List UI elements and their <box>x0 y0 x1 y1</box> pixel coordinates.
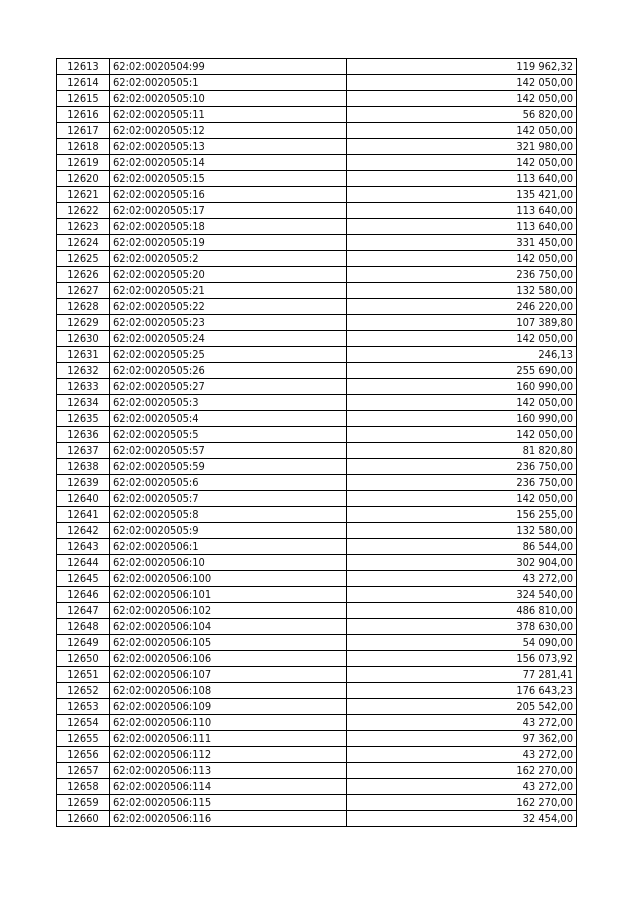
row-number: 12618 <box>57 139 110 155</box>
cadastral-value: 142 050,00 <box>347 491 577 507</box>
cadastral-number: 62:02:0020506:101 <box>110 587 347 603</box>
cadastral-number: 62:02:0020506:106 <box>110 651 347 667</box>
cadastral-value: 113 640,00 <box>347 203 577 219</box>
table-row <box>57 187 577 203</box>
cadastral-number: 62:02:0020505:3 <box>110 395 347 411</box>
table-row <box>57 171 577 187</box>
cadastral-number: 62:02:0020505:1 <box>110 75 347 91</box>
cadastral-value: 43 272,00 <box>347 747 577 763</box>
table-row <box>57 555 577 571</box>
cadastral-number: 62:02:0020506:107 <box>110 667 347 683</box>
row-number: 12617 <box>57 123 110 139</box>
row-number: 12655 <box>57 731 110 747</box>
table-row <box>57 267 577 283</box>
row-number: 12634 <box>57 395 110 411</box>
row-number: 12641 <box>57 507 110 523</box>
row-number: 12623 <box>57 219 110 235</box>
cadastral-number: 62:02:0020505:22 <box>110 299 347 315</box>
row-number: 12633 <box>57 379 110 395</box>
table-row <box>57 491 577 507</box>
cadastral-number: 62:02:0020505:59 <box>110 459 347 475</box>
cadastral-value: 86 544,00 <box>347 539 577 555</box>
cadastral-number: 62:02:0020505:13 <box>110 139 347 155</box>
table-row <box>57 507 577 523</box>
table-row <box>57 363 577 379</box>
table-row <box>57 475 577 491</box>
table-row <box>57 107 577 123</box>
table-row <box>57 699 577 715</box>
row-number: 12640 <box>57 491 110 507</box>
table-row <box>57 251 577 267</box>
cadastral-number: 62:02:0020506:102 <box>110 603 347 619</box>
table-row <box>57 203 577 219</box>
cadastral-value: 321 980,00 <box>347 139 577 155</box>
table-row <box>57 123 577 139</box>
table-row <box>57 139 577 155</box>
row-number: 12657 <box>57 763 110 779</box>
cadastral-number: 62:02:0020505:14 <box>110 155 347 171</box>
table-row <box>57 603 577 619</box>
cadastral-number: 62:02:0020506:114 <box>110 779 347 795</box>
table-row <box>57 315 577 331</box>
table-row <box>57 731 577 747</box>
row-number: 12621 <box>57 187 110 203</box>
row-number: 12638 <box>57 459 110 475</box>
cadastral-number: 62:02:0020505:4 <box>110 411 347 427</box>
cadastral-value: 107 389,80 <box>347 315 577 331</box>
row-number: 12620 <box>57 171 110 187</box>
cadastral-value: 43 272,00 <box>347 715 577 731</box>
row-number: 12639 <box>57 475 110 491</box>
cadastral-number: 62:02:0020506:100 <box>110 571 347 587</box>
cadastral-number: 62:02:0020505:20 <box>110 267 347 283</box>
table-row <box>57 91 577 107</box>
cadastral-number: 62:02:0020505:18 <box>110 219 347 235</box>
row-number: 12631 <box>57 347 110 363</box>
cadastral-number: 62:02:0020506:109 <box>110 699 347 715</box>
cadastral-value: 142 050,00 <box>347 251 577 267</box>
cadastral-number: 62:02:0020505:21 <box>110 283 347 299</box>
cadastral-value: 142 050,00 <box>347 123 577 139</box>
table-row <box>57 427 577 443</box>
cadastral-number: 62:02:0020506:10 <box>110 555 347 571</box>
cadastral-value: 246 220,00 <box>347 299 577 315</box>
cadastral-value-table <box>56 58 577 827</box>
table-row <box>57 379 577 395</box>
row-number: 12619 <box>57 155 110 171</box>
table-row <box>57 539 577 555</box>
row-number: 12636 <box>57 427 110 443</box>
cadastral-number: 62:02:0020506:105 <box>110 635 347 651</box>
cadastral-value: 97 362,00 <box>347 731 577 747</box>
cadastral-number: 62:02:0020505:8 <box>110 507 347 523</box>
row-number: 12637 <box>57 443 110 459</box>
cadastral-value: 113 640,00 <box>347 219 577 235</box>
row-number: 12622 <box>57 203 110 219</box>
table-row <box>57 331 577 347</box>
cadastral-number: 62:02:0020505:7 <box>110 491 347 507</box>
cadastral-number: 62:02:0020505:23 <box>110 315 347 331</box>
row-number: 12624 <box>57 235 110 251</box>
row-number: 12650 <box>57 651 110 667</box>
cadastral-number: 62:02:0020506:1 <box>110 539 347 555</box>
cadastral-value: 162 270,00 <box>347 795 577 811</box>
cadastral-value: 236 750,00 <box>347 459 577 475</box>
row-number: 12649 <box>57 635 110 651</box>
cadastral-value: 246,13 <box>347 347 577 363</box>
cadastral-value: 32 454,00 <box>347 811 577 827</box>
row-number: 12654 <box>57 715 110 731</box>
cadastral-value: 378 630,00 <box>347 619 577 635</box>
row-number: 12644 <box>57 555 110 571</box>
cadastral-value: 486 810,00 <box>347 603 577 619</box>
row-number: 12628 <box>57 299 110 315</box>
row-number: 12629 <box>57 315 110 331</box>
row-number: 12625 <box>57 251 110 267</box>
cadastral-number: 62:02:0020506:110 <box>110 715 347 731</box>
table-row <box>57 715 577 731</box>
table-row <box>57 395 577 411</box>
cadastral-value: 142 050,00 <box>347 75 577 91</box>
cadastral-value: 81 820,80 <box>347 443 577 459</box>
table-row <box>57 683 577 699</box>
cadastral-number: 62:02:0020506:116 <box>110 811 347 827</box>
row-number: 12627 <box>57 283 110 299</box>
table-row <box>57 219 577 235</box>
row-number: 12648 <box>57 619 110 635</box>
cadastral-value: 43 272,00 <box>347 571 577 587</box>
table-row <box>57 619 577 635</box>
table-row <box>57 443 577 459</box>
table-row <box>57 155 577 171</box>
cadastral-number: 62:02:0020505:19 <box>110 235 347 251</box>
cadastral-number: 62:02:0020505:17 <box>110 203 347 219</box>
table-row <box>57 747 577 763</box>
table-row <box>57 411 577 427</box>
cadastral-value: 156 255,00 <box>347 507 577 523</box>
row-number: 12635 <box>57 411 110 427</box>
cadastral-value: 142 050,00 <box>347 91 577 107</box>
cadastral-number: 62:02:0020505:10 <box>110 91 347 107</box>
row-number: 12646 <box>57 587 110 603</box>
cadastral-number: 62:02:0020505:12 <box>110 123 347 139</box>
table-row <box>57 347 577 363</box>
table-row <box>57 635 577 651</box>
row-number: 12614 <box>57 75 110 91</box>
row-number: 12615 <box>57 91 110 107</box>
cadastral-number: 62:02:0020505:26 <box>110 363 347 379</box>
cadastral-number: 62:02:0020506:108 <box>110 683 347 699</box>
cadastral-number: 62:02:0020505:5 <box>110 427 347 443</box>
table-row <box>57 571 577 587</box>
table-row <box>57 795 577 811</box>
cadastral-value: 331 450,00 <box>347 235 577 251</box>
row-number: 12642 <box>57 523 110 539</box>
cadastral-value: 162 270,00 <box>347 763 577 779</box>
cadastral-value: 205 542,00 <box>347 699 577 715</box>
row-number: 12632 <box>57 363 110 379</box>
table-row <box>57 235 577 251</box>
cadastral-number: 62:02:0020505:27 <box>110 379 347 395</box>
cadastral-value: 142 050,00 <box>347 395 577 411</box>
row-number: 12630 <box>57 331 110 347</box>
cadastral-number: 62:02:0020505:24 <box>110 331 347 347</box>
cadastral-value: 142 050,00 <box>347 427 577 443</box>
cadastral-value: 43 272,00 <box>347 779 577 795</box>
cadastral-number: 62:02:0020505:2 <box>110 251 347 267</box>
cadastral-number: 62:02:0020505:9 <box>110 523 347 539</box>
cadastral-number: 62:02:0020505:15 <box>110 171 347 187</box>
cadastral-number: 62:02:0020505:16 <box>110 187 347 203</box>
row-number: 12613 <box>57 59 110 75</box>
row-number: 12652 <box>57 683 110 699</box>
cadastral-number: 62:02:0020506:104 <box>110 619 347 635</box>
table-row <box>57 283 577 299</box>
row-number: 12653 <box>57 699 110 715</box>
table-row <box>57 59 577 75</box>
row-number: 12616 <box>57 107 110 123</box>
cadastral-number: 62:02:0020506:112 <box>110 747 347 763</box>
table-body <box>57 59 577 827</box>
row-number: 12659 <box>57 795 110 811</box>
cadastral-number: 62:02:0020505:57 <box>110 443 347 459</box>
cadastral-value: 54 090,00 <box>347 635 577 651</box>
row-number: 12660 <box>57 811 110 827</box>
row-number: 12645 <box>57 571 110 587</box>
table-row <box>57 667 577 683</box>
table-row <box>57 811 577 827</box>
row-number: 12643 <box>57 539 110 555</box>
cadastral-value: 156 073,92 <box>347 651 577 667</box>
row-number: 12647 <box>57 603 110 619</box>
cadastral-value: 77 281,41 <box>347 667 577 683</box>
cadastral-number: 62:02:0020505:25 <box>110 347 347 363</box>
cadastral-value: 160 990,00 <box>347 379 577 395</box>
row-number: 12626 <box>57 267 110 283</box>
cadastral-number: 62:02:0020506:115 <box>110 795 347 811</box>
cadastral-value: 135 421,00 <box>347 187 577 203</box>
cadastral-value: 255 690,00 <box>347 363 577 379</box>
cadastral-value: 236 750,00 <box>347 475 577 491</box>
row-number: 12658 <box>57 779 110 795</box>
cadastral-number: 62:02:0020505:6 <box>110 475 347 491</box>
table-row <box>57 779 577 795</box>
cadastral-value: 142 050,00 <box>347 155 577 171</box>
cadastral-value: 236 750,00 <box>347 267 577 283</box>
cadastral-value: 302 904,00 <box>347 555 577 571</box>
cadastral-value: 176 643,23 <box>347 683 577 699</box>
cadastral-value: 132 580,00 <box>347 283 577 299</box>
table-row <box>57 587 577 603</box>
table-row <box>57 763 577 779</box>
cadastral-value: 113 640,00 <box>347 171 577 187</box>
row-number: 12656 <box>57 747 110 763</box>
cadastral-value: 119 962,32 <box>347 59 577 75</box>
table-row <box>57 651 577 667</box>
row-number: 12651 <box>57 667 110 683</box>
cadastral-value: 160 990,00 <box>347 411 577 427</box>
cadastral-number: 62:02:0020506:111 <box>110 731 347 747</box>
cadastral-number: 62:02:0020504:99 <box>110 59 347 75</box>
cadastral-value: 142 050,00 <box>347 331 577 347</box>
table-row <box>57 523 577 539</box>
cadastral-number: 62:02:0020506:113 <box>110 763 347 779</box>
cadastral-value: 324 540,00 <box>347 587 577 603</box>
table-row <box>57 299 577 315</box>
table-row <box>57 75 577 91</box>
cadastral-number: 62:02:0020505:11 <box>110 107 347 123</box>
table-row <box>57 459 577 475</box>
cadastral-value: 56 820,00 <box>347 107 577 123</box>
cadastral-value: 132 580,00 <box>347 523 577 539</box>
